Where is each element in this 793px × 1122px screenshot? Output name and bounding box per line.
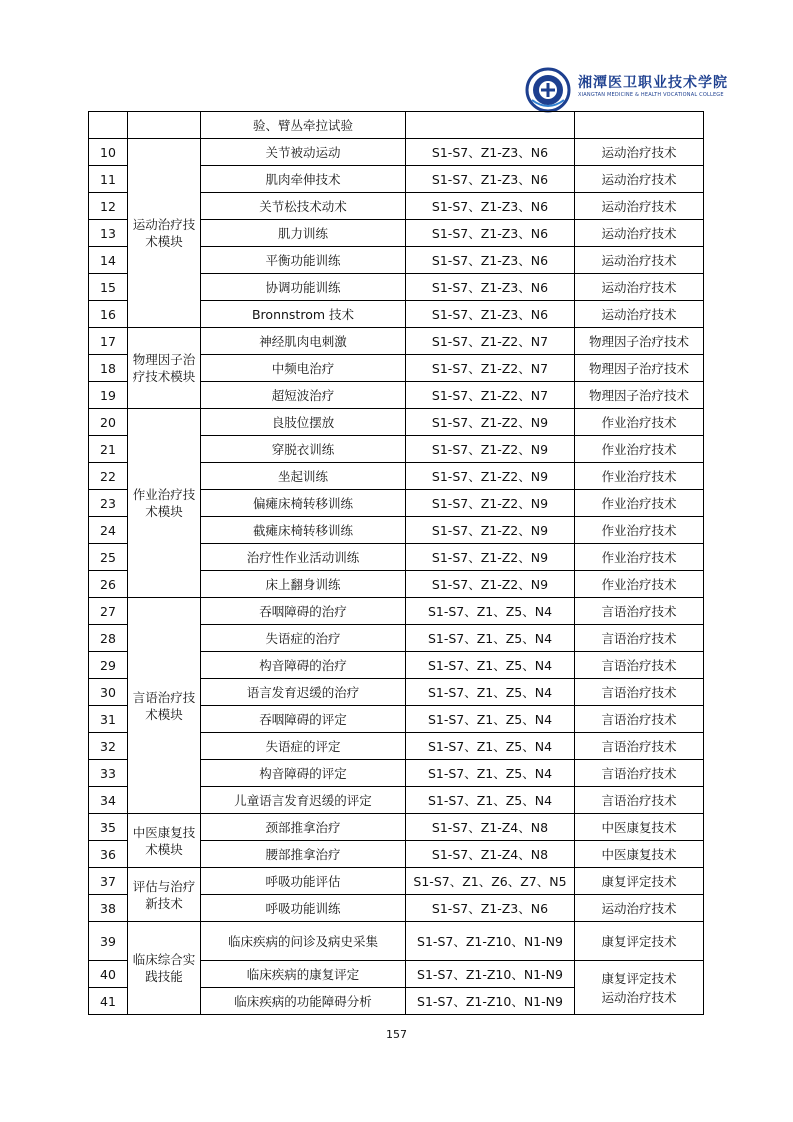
code-cell: S1-S7、Z1-Z3、N6 [406, 895, 575, 922]
code-cell: S1-S7、Z1-Z2、N7 [406, 382, 575, 409]
row-number-cell: 36 [89, 841, 128, 868]
tech-cell: 言语治疗技术 [575, 625, 704, 652]
tech-cell: 运动治疗技术 [575, 166, 704, 193]
item-cell: 截瘫床椅转移训练 [201, 517, 406, 544]
code-cell: S1-S7、Z1-Z2、N9 [406, 436, 575, 463]
tech-cell: 言语治疗技术 [575, 598, 704, 625]
college-name: 湘潭医卫职业技术学院 [578, 75, 728, 91]
row-number-cell: 35 [89, 814, 128, 841]
code-cell: S1-S7、Z1、Z5、N4 [406, 679, 575, 706]
code-cell: S1-S7、Z1-Z2、N9 [406, 409, 575, 436]
row-number-cell: 15 [89, 274, 128, 301]
item-cell: 失语症的评定 [201, 733, 406, 760]
tech-cell: 中医康复技术 [575, 814, 704, 841]
code-cell: S1-S7、Z1、Z5、N4 [406, 787, 575, 814]
skills-table [88, 111, 704, 1015]
tech-cell [575, 112, 704, 139]
code-cell: S1-S7、Z1-Z2、N9 [406, 490, 575, 517]
tech-cell: 言语治疗技术 [575, 652, 704, 679]
item-cell: 验、臂丛牵拉试验 [201, 112, 406, 139]
row-number-cell: 26 [89, 571, 128, 598]
table-row [89, 868, 704, 895]
row-number-cell: 34 [89, 787, 128, 814]
row-number-cell: 28 [89, 625, 128, 652]
item-cell: 神经肌肉电刺激 [201, 328, 406, 355]
item-cell: 吞咽障碍的治疗 [201, 598, 406, 625]
tech-cell: 言语治疗技术 [575, 787, 704, 814]
code-cell: S1-S7、Z1、Z5、N4 [406, 733, 575, 760]
tech-cell: 言语治疗技术 [575, 760, 704, 787]
item-cell: 颈部推拿治疗 [201, 814, 406, 841]
row-number-cell: 38 [89, 895, 128, 922]
code-cell: S1-S7、Z1、Z5、N4 [406, 598, 575, 625]
row-number-cell: 22 [89, 463, 128, 490]
table-row [89, 328, 704, 355]
item-cell: 肌肉牵伸技术 [201, 166, 406, 193]
tech-cell: 物理因子治疗技术 [575, 328, 704, 355]
item-cell: 肌力训练 [201, 220, 406, 247]
tech-cell: 康复评定技术 [575, 868, 704, 895]
row-number-cell: 30 [89, 679, 128, 706]
item-cell: 平衡功能训练 [201, 247, 406, 274]
item-cell: 坐起训练 [201, 463, 406, 490]
code-cell: S1-S7、Z1-Z10、N1-N9 [406, 961, 575, 988]
row-number-cell: 12 [89, 193, 128, 220]
module-cell: 中医康复技术模块 [128, 814, 201, 868]
code-cell: S1-S7、Z1、Z5、N4 [406, 706, 575, 733]
item-cell: 穿脱衣训练 [201, 436, 406, 463]
row-number-cell: 21 [89, 436, 128, 463]
tech-cell: 运动治疗技术 [575, 274, 704, 301]
item-cell: 呼吸功能评估 [201, 868, 406, 895]
tech-cell: 作业治疗技术 [575, 571, 704, 598]
row-number-cell: 40 [89, 961, 128, 988]
code-cell: S1-S7、Z1、Z6、Z7、N5 [406, 868, 575, 895]
table-row [89, 112, 704, 139]
item-cell: Bronnstrom 技术 [201, 301, 406, 328]
college-logo [523, 66, 728, 114]
tech-cell [575, 961, 704, 1015]
item-cell: 临床疾病的问诊及病史采集 [201, 922, 406, 961]
item-cell: 良肢位摆放 [201, 409, 406, 436]
code-cell: S1-S7、Z1-Z10、N1-N9 [406, 988, 575, 1015]
code-cell: S1-S7、Z1-Z2、N7 [406, 355, 575, 382]
tech-cell: 运动治疗技术 [575, 301, 704, 328]
row-number-cell: 37 [89, 868, 128, 895]
tech-cell: 物理因子治疗技术 [575, 355, 704, 382]
item-cell: 超短波治疗 [201, 382, 406, 409]
item-cell: 腰部推拿治疗 [201, 841, 406, 868]
item-cell: 构音障碍的评定 [201, 760, 406, 787]
row-number-cell: 27 [89, 598, 128, 625]
item-cell: 失语症的治疗 [201, 625, 406, 652]
code-cell: S1-S7、Z1-Z2、N7 [406, 328, 575, 355]
tech-cell: 运动治疗技术 [575, 139, 704, 166]
module-cell: 临床综合实践技能 [128, 922, 201, 1015]
code-cell: S1-S7、Z1-Z3、N6 [406, 301, 575, 328]
row-number-cell: 16 [89, 301, 128, 328]
row-number-cell: 13 [89, 220, 128, 247]
tech-cell: 中医康复技术 [575, 841, 704, 868]
module-cell [128, 112, 201, 139]
code-cell: S1-S7、Z1-Z2、N9 [406, 463, 575, 490]
row-number-cell: 32 [89, 733, 128, 760]
module-cell: 言语治疗技术模块 [128, 598, 201, 814]
tech-cell: 言语治疗技术 [575, 733, 704, 760]
tech-cell: 运动治疗技术 [575, 193, 704, 220]
row-number-cell: 18 [89, 355, 128, 382]
row-number-cell: 41 [89, 988, 128, 1015]
item-cell: 吞咽障碍的评定 [201, 706, 406, 733]
row-number-cell: 23 [89, 490, 128, 517]
code-cell [406, 112, 575, 139]
tech-cell: 运动治疗技术 [575, 895, 704, 922]
code-cell: S1-S7、Z1-Z2、N9 [406, 544, 575, 571]
item-cell: 关节松技术动术 [201, 193, 406, 220]
tech-cell: 康复评定技术 [575, 922, 704, 961]
module-cell: 评估与治疗新技术 [128, 868, 201, 922]
row-number-cell [89, 112, 128, 139]
code-cell: S1-S7、Z1、Z5、N4 [406, 652, 575, 679]
college-emblem-icon [523, 66, 573, 114]
item-cell: 呼吸功能训练 [201, 895, 406, 922]
table-row [89, 922, 704, 961]
row-number-cell: 14 [89, 247, 128, 274]
item-cell: 偏瘫床椅转移训练 [201, 490, 406, 517]
tech-cell: 物理因子治疗技术 [575, 382, 704, 409]
table-row [89, 139, 704, 166]
tech-cell: 作业治疗技术 [575, 463, 704, 490]
code-cell: S1-S7、Z1-Z3、N6 [406, 139, 575, 166]
row-number-cell: 29 [89, 652, 128, 679]
item-cell: 治疗性作业活动训练 [201, 544, 406, 571]
item-cell: 关节被动运动 [201, 139, 406, 166]
table-row [89, 598, 704, 625]
code-cell: S1-S7、Z1-Z3、N6 [406, 220, 575, 247]
code-cell: S1-S7、Z1-Z3、N6 [406, 193, 575, 220]
item-cell: 儿童语言发育迟缓的评定 [201, 787, 406, 814]
row-number-cell: 11 [89, 166, 128, 193]
item-cell: 构音障碍的治疗 [201, 652, 406, 679]
tech-cell: 作业治疗技术 [575, 490, 704, 517]
code-cell: S1-S7、Z1-Z3、N6 [406, 274, 575, 301]
tech-cell: 作业治疗技术 [575, 544, 704, 571]
code-cell: S1-S7、Z1-Z4、N8 [406, 841, 575, 868]
row-number-cell: 31 [89, 706, 128, 733]
item-cell: 临床疾病的康复评定 [201, 961, 406, 988]
row-number-cell: 20 [89, 409, 128, 436]
tech-cell: 运动治疗技术 [575, 247, 704, 274]
row-number-cell: 24 [89, 517, 128, 544]
item-cell: 中频电治疗 [201, 355, 406, 382]
row-number-cell: 25 [89, 544, 128, 571]
tech-cell: 作业治疗技术 [575, 436, 704, 463]
tech-line: 运动治疗技术 [601, 989, 677, 1005]
code-cell: S1-S7、Z1、Z5、N4 [406, 625, 575, 652]
tech-cell: 作业治疗技术 [575, 409, 704, 436]
code-cell: S1-S7、Z1-Z10、N1-N9 [406, 922, 575, 961]
code-cell: S1-S7、Z1-Z2、N9 [406, 571, 575, 598]
tech-line: 康复评定技术 [601, 970, 677, 986]
tech-cell: 运动治疗技术 [575, 220, 704, 247]
code-cell: S1-S7、Z1-Z3、N6 [406, 166, 575, 193]
row-number-cell: 33 [89, 760, 128, 787]
item-cell: 语言发育迟缓的治疗 [201, 679, 406, 706]
row-number-cell: 10 [89, 139, 128, 166]
code-cell: S1-S7、Z1、Z5、N4 [406, 760, 575, 787]
tech-cell: 言语治疗技术 [575, 706, 704, 733]
tech-cell: 作业治疗技术 [575, 517, 704, 544]
module-cell: 作业治疗技术模块 [128, 409, 201, 598]
row-number-cell: 17 [89, 328, 128, 355]
module-cell: 运动治疗技术模块 [128, 139, 201, 328]
module-cell: 物理因子治疗技术模块 [128, 328, 201, 409]
item-cell: 床上翻身训练 [201, 571, 406, 598]
code-cell: S1-S7、Z1-Z3、N6 [406, 247, 575, 274]
code-cell: S1-S7、Z1-Z4、N8 [406, 814, 575, 841]
table-row [89, 814, 704, 841]
tech-cell: 言语治疗技术 [575, 679, 704, 706]
code-cell: S1-S7、Z1-Z2、N9 [406, 517, 575, 544]
item-cell: 临床疾病的功能障碍分析 [201, 988, 406, 1015]
page-number: 157 [386, 1028, 407, 1041]
row-number-cell: 19 [89, 382, 128, 409]
item-cell: 协调功能训练 [201, 274, 406, 301]
college-name-en: XIANGTAN MEDICINE & HEALTH VOCATIONAL COLLEGE [578, 92, 724, 98]
table-row [89, 409, 704, 436]
row-number-cell: 39 [89, 922, 128, 961]
